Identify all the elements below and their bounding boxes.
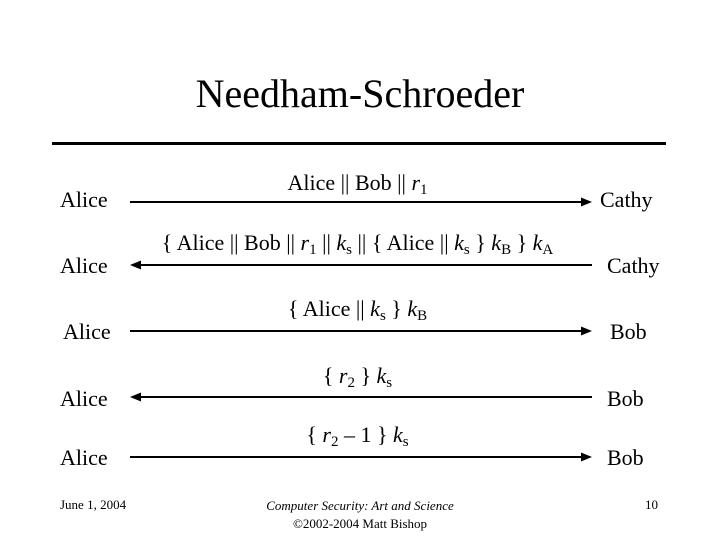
message-part: k (370, 296, 380, 321)
step-1-arrow (130, 198, 592, 207)
message-part: k (336, 230, 347, 255)
step-4-message (130, 363, 585, 389)
message-part: || { Alice || (352, 230, 455, 255)
step-5-right-party: Bob (607, 445, 644, 470)
message-part: k (491, 230, 502, 255)
message-part: r (411, 170, 420, 195)
message-part: { (322, 363, 339, 388)
message-part: 1 (420, 182, 428, 198)
message-part: k (376, 363, 387, 388)
message-part: } (469, 230, 492, 255)
step-1-message (130, 170, 585, 196)
step-3-right-party: Bob (610, 319, 647, 344)
step-3-message (130, 296, 585, 322)
step-4-left-party: Alice (60, 386, 108, 411)
arrow-head (130, 393, 141, 402)
message-part: } (385, 296, 408, 321)
step-5-message (130, 422, 585, 448)
message-part: 2 (347, 375, 355, 391)
step-3-left-party: Alice (63, 319, 111, 344)
message-part: || (316, 230, 337, 255)
footer-book-title: Computer Security: Art and Science (266, 498, 454, 513)
arrow-head (130, 261, 141, 270)
message-part: k (407, 296, 418, 321)
step-4-right-party: Bob (607, 386, 644, 411)
footer-citation (200, 497, 520, 533)
message-part: r (300, 230, 310, 255)
message-part: s (402, 434, 409, 450)
step-1-right-party: Cathy (600, 187, 653, 212)
step-5-arrow (130, 453, 592, 462)
message-part: } (511, 230, 533, 255)
message-part: k (532, 230, 543, 255)
step-2-arrow (130, 261, 592, 270)
message-part: 2 (330, 434, 339, 450)
step-4-arrow (130, 393, 592, 402)
message-part: B (417, 308, 428, 324)
message-part: s (346, 242, 353, 258)
step-2-left-party: Alice (60, 253, 108, 278)
message-part: { Alice || (287, 296, 371, 321)
message-part: – 1 } (338, 422, 394, 447)
message-part: Alice || Bob || (287, 170, 412, 195)
step-1-left-party: Alice (60, 187, 108, 212)
message-part: s (379, 308, 386, 324)
message-part: B (501, 242, 512, 258)
arrow-head (581, 327, 592, 336)
message-part: k (454, 230, 464, 255)
message-part: } (354, 363, 377, 388)
footer-copyright: ©2002-2004 Matt Bishop (292, 516, 428, 531)
message-part: 1 (309, 242, 317, 258)
slide-title: Needham-Schroeder (195, 71, 525, 116)
message-part: k (393, 422, 403, 447)
arrow-head (581, 453, 592, 462)
footer-date: June 1, 2004 (60, 497, 127, 512)
message-part: s (386, 375, 393, 391)
message-part: r (322, 422, 331, 447)
arrow-head (581, 198, 592, 207)
message-part: r (338, 363, 348, 388)
footer-page-number: 10 (645, 497, 658, 512)
message-part: { Alice || Bob || (161, 230, 301, 255)
message-part: { (306, 422, 323, 447)
message-part: s (463, 242, 470, 258)
step-2-message (115, 230, 600, 256)
message-part: A (542, 242, 554, 258)
step-3-arrow (130, 327, 592, 336)
title-underline (52, 142, 666, 145)
step-5-left-party: Alice (60, 445, 108, 470)
step-2-right-party: Cathy (607, 253, 660, 278)
